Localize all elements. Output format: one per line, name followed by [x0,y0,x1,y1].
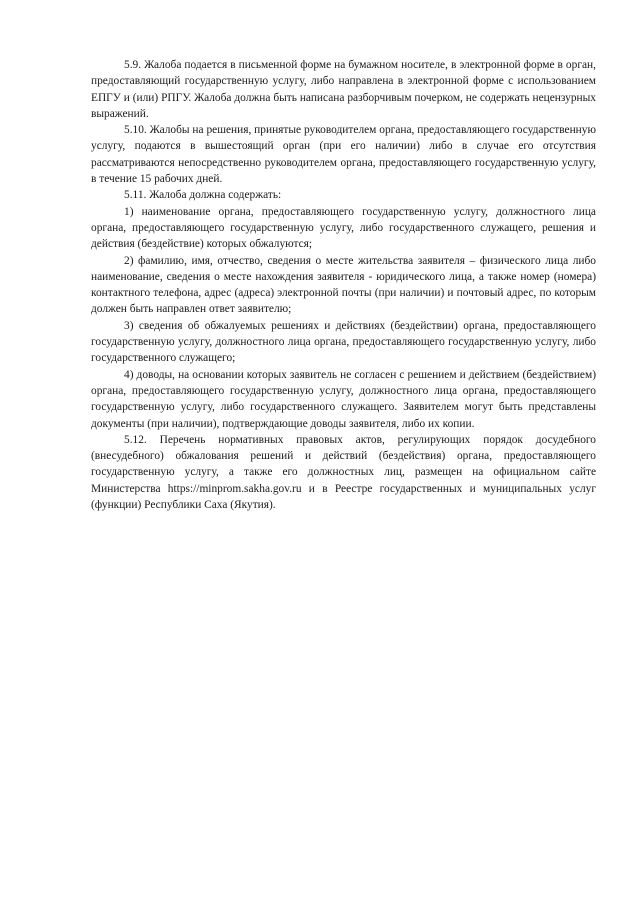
paragraph-5-10: 5.10. Жалобы на решения, принятые руководителем органа, предоставляющего государственную услугу, подаются в вышестоящий орган (при его наличии) либо в случае его отсутствия рассматриваются непосредственно руководителем органа, предоставляющего государственную услугу, в течение 15 рабочих дней. [91,124,596,186]
list-item-4: 4) доводы, на основании которых заявитель не согласен с решением и действием (бездействием) органа, предоставляющего государственную услугу, должностного лица органа, предоставляющего государственную услугу, либо государственного служащего. Заявителем могут быть представлены документы (при наличии), подтверждающие доводы заявителя, либо их копии. [91,368,596,430]
list-item-1: 1) наименование органа, предоставляющего государственную услугу, должностного лица органа, предоставляющего государственную услугу, либо государственного служащего, решения и действия (бездействие) которых обжалуются; [91,205,596,251]
list-item-2: 2) фамилию, имя, отчество, сведения о месте жительства заявителя – физического лица либо наименование, сведения о месте нахождения заявителя - юридического лица, а также номер (номера) контактного телефона, адрес (адреса) электронной почты (при наличии) и почтовый адрес, по которым должен быть направлен ответ заявителю; [91,254,596,316]
document-body [91,57,596,513]
paragraph-5-11: 5.11. Жалоба должна содержать: [124,189,282,202]
paragraph-5-12: 5.12. Перечень нормативных правовых актов, регулирующих порядок досудебного (внесудебного) обжалования решений и действий (бездействия) органа, предоставляющего государственную услугу, а также его должностных лиц, размещен на официальном сайте Министерства https://minprom.sakha.gov.ru и в Реестре государственных и муниципальных услуг (функции) Республики Саха (Якутия). [91,433,596,512]
list-item-3: 3) сведения об обжалуемых решениях и действиях (бездействии) органа, предоставляющего государственную услугу, должностного лица органа, предоставляющего государственную услугу, либо государственного служащего; [91,319,596,365]
paragraph-5-9: 5.9. Жалоба подается в письменной форме на бумажном носителе, в электронной форме в орган, предоставляющий государственную услугу, либо направлена в электронной форме с использованием ЕПГУ и (или) РПГУ. Жалоба должна быть написана разборчивым почерком, не содержать нецензурных выражений. [91,59,596,120]
